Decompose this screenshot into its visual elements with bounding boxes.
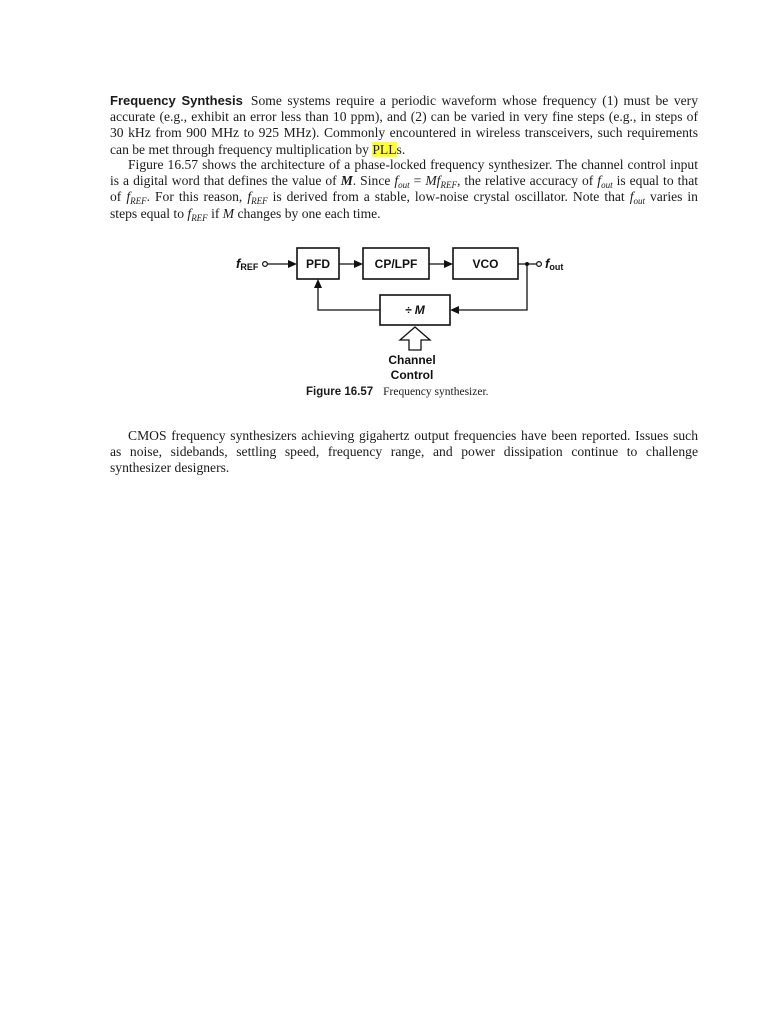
math-M: M xyxy=(340,173,353,189)
paragraph-cmos-synthesizers xyxy=(110,428,698,477)
figure-caption-text: Frequency synthesizer. xyxy=(383,386,489,398)
paragraph2-text-7: varies in steps equal to xyxy=(110,189,698,221)
math-M-fref: $Mf_{REF}$ xyxy=(425,173,457,191)
vco-label: VCO xyxy=(472,257,499,271)
arrow-into-vco xyxy=(444,260,453,268)
input-label-fref: fREF xyxy=(236,256,259,272)
channel-control-arrow xyxy=(400,327,430,350)
wire-divider-to-pfd xyxy=(318,284,380,310)
math-fref: $f_{REF}$ xyxy=(187,205,208,223)
arrow-into-cplpf xyxy=(354,260,363,268)
math-equals: = xyxy=(409,173,426,189)
pfd-label: PFD xyxy=(306,257,330,271)
divider-label: ÷ M xyxy=(405,303,425,317)
math-fref: $f_{REF}$ xyxy=(126,189,147,207)
arrow-into-divider xyxy=(450,306,459,314)
synthesizer-block-diagram xyxy=(0,0,768,400)
highlighted-term: PLL xyxy=(372,141,397,157)
output-terminal xyxy=(537,262,542,267)
channel-control-label-line2: Control xyxy=(390,368,434,382)
paragraph3-text: CMOS frequency synthesizers achieving gigahertz output frequencies have been reported. Issues such as noise, sidebands, settling speed, frequency range, and power dissipation continue to challenge synthesizer designers. xyxy=(110,428,698,476)
paragraph2-text-9: changes by one each time. xyxy=(234,205,381,221)
run-in-heading: Frequency Synthesis xyxy=(110,93,243,108)
output-label-fout: fout xyxy=(545,256,564,272)
math-fout: $f_{out}$ xyxy=(394,173,410,191)
math-M: M xyxy=(222,205,235,221)
figure-number: Figure 16.57 xyxy=(306,386,374,398)
math-fout: $f_{out}$ xyxy=(629,189,645,207)
figure-caption xyxy=(306,386,489,398)
cp-lpf-label: CP/LPF xyxy=(374,257,418,271)
paragraph2-text-5: . For this reason, xyxy=(146,189,248,205)
channel-control-label-line1: Channel xyxy=(388,353,436,367)
input-terminal xyxy=(263,262,268,267)
paragraph1-text-b: s. xyxy=(396,141,406,157)
paragraph1-text-a: Some systems require a periodic waveform whose frequency (1) must be very accurate (e.g., exhibit an error less than 10 ppm), and (2) can be varied in very fine steps (e.g., in steps of 30 kHz from 900 MHz to 925 MHz). Commonly encountered in wireless transceivers, such requirements can be met through frequency multiplication by xyxy=(110,93,698,157)
paragraph2-text-2: . Since xyxy=(352,173,395,189)
arrow-into-pfd-feedback xyxy=(314,279,322,288)
arrow-into-pfd xyxy=(288,260,297,268)
paragraph2-text-3: , the relative accuracy of xyxy=(456,173,598,189)
paragraph2-text-8: if xyxy=(207,205,223,221)
paragraph2-text-1: Figure 16.57 shows the architecture of a phase-locked frequency synthesizer. The channel control input is a digital word that defines the value of xyxy=(110,157,698,189)
math-fref: $f_{REF}$ xyxy=(247,189,268,207)
paragraph2-text-4: is equal to that of xyxy=(110,173,699,205)
paragraph2-text-6: is derived from a stable, low-noise crystal oscillator. Note that xyxy=(267,189,630,205)
math-fout: $f_{out}$ xyxy=(597,173,613,191)
